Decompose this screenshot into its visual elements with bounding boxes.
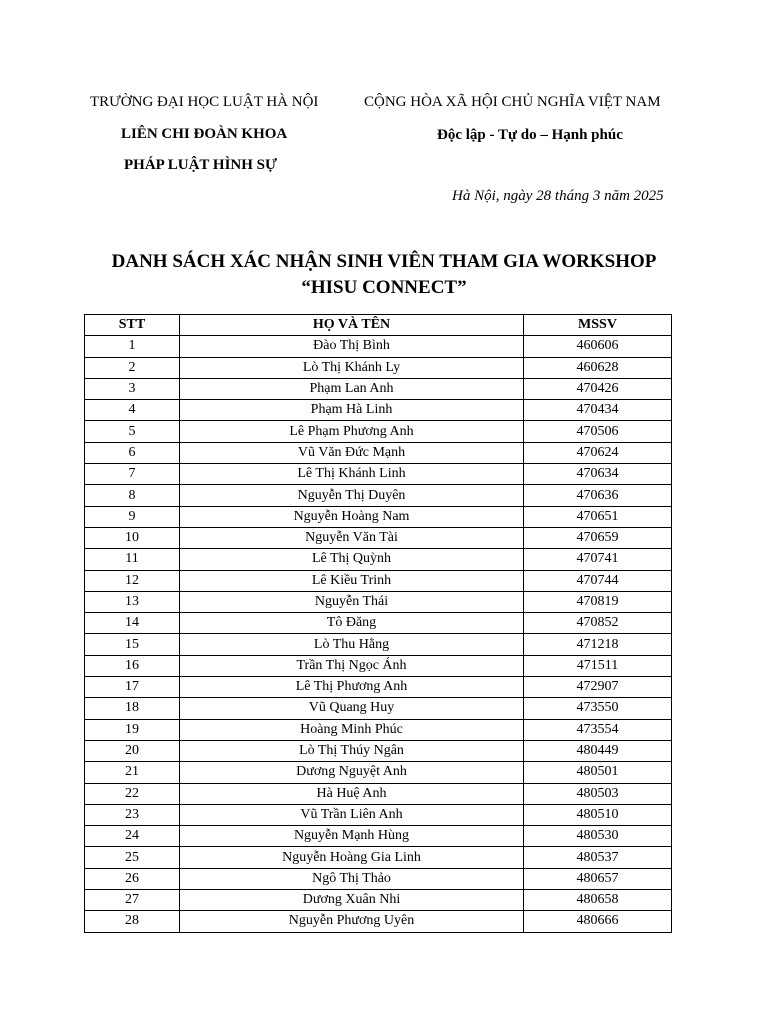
row-number-cell: 25 [85, 847, 180, 868]
table-row [85, 868, 672, 889]
national-motto: Độc lập - Tự do – Hạnh phúc [437, 127, 623, 143]
row-number-cell: 21 [85, 762, 180, 783]
student-id-cell: 480530 [524, 826, 672, 847]
student-name-cell: Phạm Lan Anh [180, 378, 524, 399]
document-title: DANH SÁCH XÁC NHẬN SINH VIÊN THAM GIA WORKSHOP [111, 251, 657, 272]
row-number-cell: 5 [85, 421, 180, 442]
table-row [85, 783, 672, 804]
row-number-cell: 12 [85, 570, 180, 591]
row-number-cell: 1 [85, 336, 180, 357]
student-name-cell: Lê Kiều Trinh [180, 570, 524, 591]
student-id-cell: 480537 [524, 847, 672, 868]
row-number-cell: 26 [85, 868, 180, 889]
row-number-cell: 6 [85, 442, 180, 463]
student-name-cell: Dương Xuân Nhi [180, 890, 524, 911]
student-name-cell: Lê Phạm Phương Anh [180, 421, 524, 442]
student-name-cell: Ngô Thị Thảo [180, 868, 524, 889]
student-id-cell: 470651 [524, 506, 672, 527]
student-name-cell: Lê Thị Khánh Linh [180, 464, 524, 485]
student-name-cell: Vũ Trần Liên Anh [180, 804, 524, 825]
table-row [85, 890, 672, 911]
document-date: Hà Nội, ngày 28 tháng 3 năm 2025 [452, 188, 664, 204]
table-row [85, 421, 672, 442]
row-number-cell: 17 [85, 677, 180, 698]
table-row [85, 591, 672, 612]
student-id-cell: 480657 [524, 868, 672, 889]
student-id-cell: 480666 [524, 911, 672, 932]
student-id-cell: 480503 [524, 783, 672, 804]
student-id-cell: 470659 [524, 527, 672, 548]
student-id-cell: 473554 [524, 719, 672, 740]
student-id-cell: 480510 [524, 804, 672, 825]
student-id-cell: 470434 [524, 400, 672, 421]
student-name-cell: Vũ Quang Huy [180, 698, 524, 719]
row-number-cell: 23 [85, 804, 180, 825]
student-name-cell: Nguyễn Mạnh Hùng [180, 826, 524, 847]
row-number-cell: 13 [85, 591, 180, 612]
student-name-cell: Lê Thị Phương Anh [180, 677, 524, 698]
row-number-cell: 11 [85, 549, 180, 570]
table-row [85, 762, 672, 783]
student-table [84, 314, 672, 933]
table-row [85, 378, 672, 399]
student-name-cell: Nguyễn Thái [180, 591, 524, 612]
student-id-cell: 470634 [524, 464, 672, 485]
table-header-row [85, 315, 672, 336]
row-number-cell: 8 [85, 485, 180, 506]
student-id-cell: 470852 [524, 613, 672, 634]
row-number-cell: 4 [85, 400, 180, 421]
student-name-cell: Lò Thị Thúy Ngân [180, 740, 524, 761]
table-row [85, 506, 672, 527]
student-name-cell: Hoàng Minh Phúc [180, 719, 524, 740]
table-row [85, 719, 672, 740]
table-row [85, 527, 672, 548]
row-number-cell: 27 [85, 890, 180, 911]
student-id-cell: 470426 [524, 378, 672, 399]
row-number-cell: 7 [85, 464, 180, 485]
table-row [85, 336, 672, 357]
student-id-cell: 480501 [524, 762, 672, 783]
student-name-cell: Dương Nguyệt Anh [180, 762, 524, 783]
row-number-cell: 18 [85, 698, 180, 719]
row-number-cell: 24 [85, 826, 180, 847]
faculty-name: PHÁP LUẬT HÌNH SỰ [124, 157, 277, 173]
student-id-cell: 470636 [524, 485, 672, 506]
document-subtitle: “HISU CONNECT” [301, 277, 467, 298]
table-row [85, 485, 672, 506]
student-name-cell: Đào Thị Bình [180, 336, 524, 357]
student-name-cell: Tô Đăng [180, 613, 524, 634]
table-row [85, 613, 672, 634]
union-branch: LIÊN CHI ĐOÀN KHOA [121, 126, 288, 142]
table-row [85, 570, 672, 591]
table-row [85, 740, 672, 761]
table-row [85, 655, 672, 676]
student-name-cell: Nguyễn Hoàng Nam [180, 506, 524, 527]
row-number-cell: 3 [85, 378, 180, 399]
student-name-cell: Trần Thị Ngọc Ánh [180, 655, 524, 676]
student-name-cell: Nguyễn Văn Tài [180, 527, 524, 548]
student-name-cell: Lò Thu Hằng [180, 634, 524, 655]
row-number-cell: 19 [85, 719, 180, 740]
row-number-cell: 15 [85, 634, 180, 655]
row-number-cell: 20 [85, 740, 180, 761]
table-row [85, 400, 672, 421]
student-name-cell: Nguyễn Phương Uyên [180, 911, 524, 932]
student-id-cell: 471511 [524, 655, 672, 676]
student-id-cell: 473550 [524, 698, 672, 719]
student-name-cell: Phạm Hà Linh [180, 400, 524, 421]
row-number-cell: 14 [85, 613, 180, 634]
column-header-stt: STT [85, 315, 180, 336]
student-id-cell: 472907 [524, 677, 672, 698]
student-name-cell: Hà Huệ Anh [180, 783, 524, 804]
table-row [85, 804, 672, 825]
row-number-cell: 10 [85, 527, 180, 548]
table-body [85, 336, 672, 932]
student-id-cell: 480449 [524, 740, 672, 761]
student-name-cell: Lê Thị Quỳnh [180, 549, 524, 570]
table-row [85, 357, 672, 378]
row-number-cell: 2 [85, 357, 180, 378]
table-row [85, 698, 672, 719]
student-id-cell: 470506 [524, 421, 672, 442]
table-row [85, 634, 672, 655]
student-id-cell: 470819 [524, 591, 672, 612]
student-id-cell: 471218 [524, 634, 672, 655]
student-id-cell: 470744 [524, 570, 672, 591]
student-id-cell: 460628 [524, 357, 672, 378]
student-name-cell: Nguyễn Hoàng Gia Linh [180, 847, 524, 868]
student-name-cell: Vũ Văn Đức Mạnh [180, 442, 524, 463]
row-number-cell: 9 [85, 506, 180, 527]
student-id-cell: 470741 [524, 549, 672, 570]
table-row [85, 911, 672, 932]
student-name-cell: Lò Thị Khánh Ly [180, 357, 524, 378]
row-number-cell: 16 [85, 655, 180, 676]
student-id-cell: 470624 [524, 442, 672, 463]
table-row [85, 847, 672, 868]
row-number-cell: 22 [85, 783, 180, 804]
row-number-cell: 28 [85, 911, 180, 932]
column-header-name: HỌ VÀ TÊN [180, 315, 524, 336]
student-id-cell: 460606 [524, 336, 672, 357]
table-row [85, 464, 672, 485]
column-header-student-id: MSSV [524, 315, 672, 336]
table-row [85, 677, 672, 698]
national-title: CỘNG HÒA XÃ HỘI CHỦ NGHĨA VIỆT NAM [364, 94, 661, 110]
university-name: TRƯỜNG ĐẠI HỌC LUẬT HÀ NỘI [90, 94, 319, 110]
student-name-cell: Nguyễn Thị Duyên [180, 485, 524, 506]
table-row [85, 442, 672, 463]
table-row [85, 549, 672, 570]
student-id-cell: 480658 [524, 890, 672, 911]
table-row [85, 826, 672, 847]
